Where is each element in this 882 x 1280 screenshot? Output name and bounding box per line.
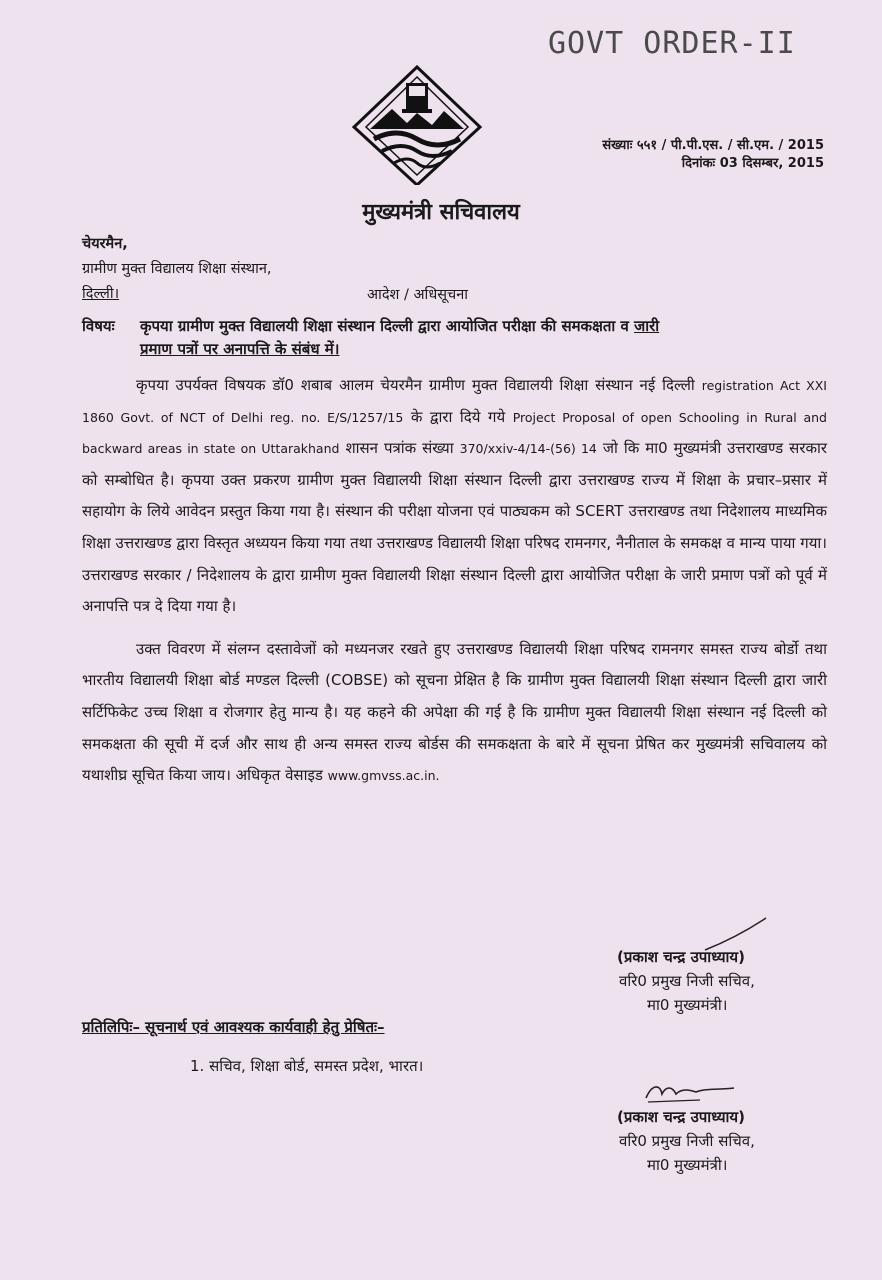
signature-block (617, 1105, 755, 1177)
website-text: www.gmvss.ac.in. (327, 768, 440, 784)
paragraph-text: उक्त विवरण में संलग्न दस्तावेजों को मध्यनजर रखते हुए उत्तराखण्ड विद्यालयी शिक्षा परिषद रामनगर समस्त राज्य बोर्डो तथा भारतीय विद्यालयी शिक्षा बोर्ड मण्डल दिल्ली (COBSE) को सूचना प्रेक्षित है कि ग्रामीण मुक्त विद्यालयी शिक्षा संस्थान दिल्ली द्वारा जारी सर्टिफिकेट उच्च शिक्षा व रोजगार हेतु मान्य है। यह कहने की अपेक्षा की गई है कि ग्रामीण मुक्त विद्यालयी शिक्षा संस्थान नई दिल्ली को समकक्षता की सूची में दर्ज और साथ ही अन्य समस्त राज्य बोर्डस की समकक्षता के बारे में सूचना प्रेषित कर मुख्यमंत्री सचिवालय को यथाशीघ्र सूचित किया जाय। अधिकृत वेसाइड (82, 639, 827, 785)
order-type: आदेश / अधिसूचना (367, 287, 469, 303)
letter-body (82, 370, 827, 792)
signatory-office: मा0 मुख्यमंत्री। (647, 996, 728, 1014)
subject-line: प्रमाण पत्रों पर अनापत्ति के संबंध में। (140, 340, 340, 358)
subject-line: कृपया ग्रामीण मुक्त विद्यालयी शिक्षा संस्थान दिल्ली द्वारा आयोजित परीक्षा की समकक्षता व (140, 317, 629, 335)
paragraph-text: 370/xxiv-4/14-(56) 14 (459, 441, 597, 457)
subject-label: विषयः (82, 317, 115, 335)
paragraph (82, 634, 827, 792)
signatory-office: मा0 मुख्यमंत्री। (647, 1156, 728, 1174)
office-title: मुख्यमंत्री सचिवालय (362, 200, 520, 225)
reference-number: संख्याः ५५१ / पी.पी.एस. / सी.एम. / 2015 (602, 138, 824, 153)
copy-to-item: 1. सचिव, शिक्षा बोर्ड, समस्त प्रदेश, भारत। (190, 1057, 424, 1075)
reference-date: दिनांकः 03 दिसम्बर, 2015 (681, 156, 824, 171)
addressee-line: चेयरमैन, (82, 236, 128, 252)
paragraph-text: Project Proposal of open Schooling in Rural and backward areas in state on Uttarakhand (82, 409, 827, 457)
reference-block (602, 137, 824, 173)
signatory-name: (प्रकाश चन्द्र उपाध्याय) (617, 948, 745, 966)
paragraph-text: शासन पत्रांक संख्या (345, 439, 454, 458)
signature-icon (640, 1080, 740, 1106)
paragraph-text: के द्वारा दिये गये (410, 407, 506, 426)
subject (82, 315, 817, 361)
paragraph-text: registration Act XXI 1860 Govt. of NCT of Delhi reg. no. E/S/1257/15 (82, 378, 827, 425)
uttarakhand-emblem-icon (352, 65, 482, 185)
subject-line-tail: जारी (634, 317, 660, 335)
handwritten-note: GOVT ORDER-II (548, 26, 796, 61)
addressee (82, 232, 272, 307)
paragraph (82, 370, 827, 623)
signatory-designation: वरि0 प्रमुख निजी सचिव, (619, 1132, 755, 1150)
signatory-name: (प्रकाश चन्द्र उपाध्याय) (617, 1108, 745, 1126)
addressee-line: दिल्ली। (82, 286, 120, 302)
paragraph-text: कृपया उपर्यक्त विषयक डॉ0 शबाब आलम चेयरमैन ग्रामीण मुक्त विद्यालयी शिक्षा संस्थान नई दिल्ली (136, 376, 695, 394)
copy-to-heading: प्रतिलिपिः– सूचनार्थ एवं आवश्यक कार्यवाही हेतु प्रेषितः– (82, 1018, 385, 1036)
paragraph-text: जो कि मा0 मुख्यमंत्री उत्तराखण्ड सरकार को सम्बोधित है। कृपया उक्त प्रकरण ग्रामीण मुक्त विद्यालयी शिक्षा संस्थान दिल्ली द्वारा उत्तराखण्ड राज्य में शिक्षा के प्रचार–प्रसार में सहायोग के लिये आवेदन प्रस्तुत किया गया है। संस्थान की परीक्षा योजना एवं पाठ्यकम को SCERT उत्तराखण्ड तथा निदेशालय माध्यमिक शिक्षा उत्तराखण्ड द्वारा विस्तृत अध्ययन किया गया तथा उत्तराखण्ड विद्यालयी शिक्षा परिषद रामनगर, नैनीताल के समकक्ष व मान्य पाया गया। उत्तराखण्ड सरकार / निदेशालय के द्वारा ग्रामीण मुक्त विद्यालयी शिक्षा संस्थान दिल्ली द्वारा आयोजित परीक्षा के जारी प्रमाण पत्रों को पूर्व में अनापत्ति पत्र दे दिया गया है। (82, 439, 827, 616)
addressee-line: ग्रामीण मुक्त विद्यालय शिक्षा संस्थान, (82, 261, 272, 277)
signature-block (617, 945, 755, 1017)
signatory-designation: वरि0 प्रमुख निजी सचिव, (619, 972, 755, 990)
